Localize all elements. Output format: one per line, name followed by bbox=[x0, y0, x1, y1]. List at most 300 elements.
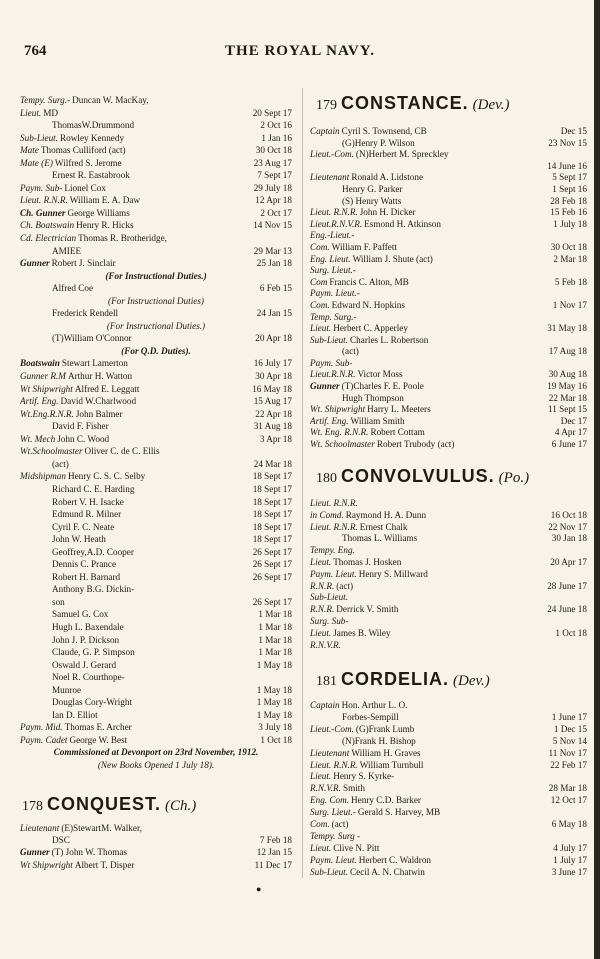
ship-heading-convolvulus bbox=[316, 466, 529, 487]
rank-label: Wt. Schoolmaster bbox=[310, 439, 375, 450]
ship-heading-cordelia bbox=[316, 669, 490, 690]
seniority-date: 1 Mar 18 bbox=[258, 647, 292, 658]
rank-label: Gunner R.M bbox=[20, 371, 66, 382]
section-note: (For Instructional Duties.) bbox=[105, 270, 207, 281]
rank-label: Temp. Surg.- bbox=[310, 311, 357, 322]
officer-name: Ian D. Elliot bbox=[52, 709, 98, 720]
officer-name: Edmund R. Milner bbox=[52, 509, 122, 520]
officer-entry bbox=[20, 646, 292, 659]
officer-entry bbox=[20, 282, 292, 295]
seniority-date: 16 Oct 18 bbox=[550, 509, 587, 520]
officer-entry bbox=[310, 149, 587, 161]
officer-name: Alfred Coe bbox=[52, 283, 94, 294]
seniority-date: 1 Dec 15 bbox=[553, 723, 587, 734]
seniority-date: 20 Apr 18 bbox=[255, 333, 292, 344]
officer-name: (N)Herbert M. Spreckley bbox=[355, 149, 449, 160]
officer-name: William H. Graves bbox=[351, 747, 421, 758]
officer-entry bbox=[310, 196, 587, 208]
conquest-officers bbox=[20, 822, 292, 871]
officer-name: Herbert C. Waldron bbox=[358, 854, 432, 865]
officer-name: (S) Henry Watts bbox=[342, 195, 402, 206]
officer-name bbox=[356, 265, 584, 277]
rank-label: Ch. Boatswain bbox=[20, 220, 75, 231]
officer-entry bbox=[310, 381, 587, 393]
officer-entry bbox=[20, 144, 292, 157]
seniority-date bbox=[289, 822, 292, 834]
officer-entry bbox=[20, 583, 292, 596]
officer-name: (G)Henry P. Wilson bbox=[342, 137, 415, 148]
rank-label: Gunner bbox=[310, 381, 340, 392]
officer-entry bbox=[310, 569, 587, 581]
rank-label: Lieut. bbox=[310, 627, 332, 638]
officer-name bbox=[340, 161, 544, 173]
officer-entry bbox=[20, 182, 292, 195]
officer-entry bbox=[310, 581, 587, 593]
seniority-date bbox=[289, 671, 292, 684]
officer-entry bbox=[20, 194, 292, 207]
officer-name: James B. Wiley bbox=[333, 627, 391, 638]
officer-entry bbox=[310, 323, 587, 335]
ship-number: 178 bbox=[22, 799, 43, 814]
rank-label: Eng. Com. bbox=[310, 795, 350, 806]
rank-label: Lieut.-Com. bbox=[310, 149, 354, 160]
seniority-date: 4 July 17 bbox=[553, 842, 587, 853]
rank-label: Lieut. bbox=[310, 842, 332, 853]
seniority-date: 1 Mar 18 bbox=[258, 621, 292, 632]
seniority-date: 1 Oct 18 bbox=[260, 734, 292, 745]
seniority-date: 1 Nov 17 bbox=[552, 299, 587, 310]
officer-entry bbox=[310, 277, 587, 289]
seniority-date bbox=[584, 569, 587, 581]
constance-officers bbox=[310, 126, 587, 451]
ship-number: 179 bbox=[316, 98, 337, 113]
seniority-date: 18 Sept 17 bbox=[252, 521, 292, 532]
rank-label: Gunner bbox=[20, 258, 50, 269]
seniority-date bbox=[584, 358, 587, 370]
officer-name: Frederick Rendell bbox=[52, 308, 119, 319]
officer-name: AMIEE bbox=[52, 245, 82, 256]
running-title: THE ROYAL NAVY. bbox=[225, 43, 375, 59]
officer-entry bbox=[20, 571, 292, 584]
seniority-date: 1 May 18 bbox=[256, 697, 292, 708]
seniority-date: 24 Jan 15 bbox=[256, 308, 292, 319]
officer-entry bbox=[310, 335, 587, 347]
seniority-date bbox=[289, 94, 292, 107]
seniority-date bbox=[584, 498, 587, 510]
officer-entry bbox=[20, 383, 292, 396]
rank-label: Artif. Eng. bbox=[20, 396, 59, 407]
officer-entry bbox=[310, 184, 587, 196]
officer-name: Ernest R. Eastabrook bbox=[52, 170, 130, 181]
seniority-date: 23 Aug 17 bbox=[253, 157, 292, 168]
officer-name: son bbox=[52, 596, 65, 607]
officer-entry bbox=[310, 138, 587, 150]
officer-entry bbox=[310, 545, 587, 557]
officer-entry bbox=[310, 404, 587, 416]
officer-name bbox=[358, 498, 584, 510]
officer-name: Smith bbox=[342, 783, 365, 794]
seniority-date: 29 Mar 13 bbox=[253, 245, 292, 256]
officer-entry bbox=[20, 634, 292, 647]
seniority-date: 26 Sept 17 bbox=[252, 559, 292, 570]
seniority-date: 22 Apr 18 bbox=[255, 408, 292, 419]
seniority-date: 15 Feb 16 bbox=[550, 207, 587, 218]
officer-entry bbox=[20, 496, 292, 509]
rank-label: Lieut.-Com. bbox=[310, 723, 354, 734]
seniority-date bbox=[584, 807, 587, 819]
officer-entry bbox=[20, 608, 292, 621]
officer-name: Samuel G. Cox bbox=[52, 609, 109, 620]
officer-name: Henry S. Millward bbox=[358, 568, 428, 579]
officer-name: Cyril S. Townsend, CB bbox=[341, 126, 427, 136]
officer-name: William Turnbull bbox=[359, 759, 424, 770]
rank-label: Lieutenant bbox=[20, 823, 60, 833]
rank-label: Surg. Sub- bbox=[310, 615, 349, 626]
seniority-date: 4 Apr 17 bbox=[554, 427, 587, 438]
seniority-date bbox=[584, 335, 587, 347]
rank-label: Paym. Cadet bbox=[20, 734, 68, 745]
officer-name: Esmond H. Atkinson bbox=[364, 218, 441, 229]
officer-entry bbox=[20, 94, 292, 107]
officer-entry bbox=[310, 439, 587, 451]
officer-name: Rowley Kennedy bbox=[60, 132, 125, 143]
rank-label: Sub-Lieut. bbox=[310, 866, 349, 877]
rank-label: Wt Shipwright bbox=[20, 383, 73, 394]
seniority-date: 26 Sept 17 bbox=[252, 596, 292, 607]
officer-entry bbox=[20, 596, 292, 609]
seniority-date bbox=[584, 312, 587, 324]
officer-entry bbox=[310, 207, 587, 219]
officer-name: (act) bbox=[336, 580, 354, 591]
seniority-date: 17 Aug 18 bbox=[548, 346, 587, 357]
officer-name: Thomas Culliford (act) bbox=[40, 145, 126, 156]
officer-name: Francis C. Alton, MB bbox=[329, 276, 409, 287]
seniority-date: 26 Sept 17 bbox=[252, 546, 292, 557]
officer-entry bbox=[20, 132, 292, 145]
officer-entry bbox=[310, 533, 587, 545]
rank-label: Sub-Lieut. bbox=[310, 592, 349, 603]
ship-heading-constance bbox=[316, 93, 509, 114]
rank-label: R.N.R. bbox=[310, 604, 335, 615]
officer-name: John H. Dicker bbox=[359, 207, 416, 218]
officer-entry bbox=[310, 510, 587, 522]
officer-entry bbox=[20, 169, 292, 182]
seniority-date: 30 Oct 18 bbox=[255, 145, 292, 156]
officer-name: Cecil A. N. Chatwin bbox=[350, 866, 425, 877]
rank-label: Surg. Lieut.- bbox=[310, 265, 356, 276]
seniority-date: Dec 15 bbox=[560, 126, 587, 136]
officer-name: Oswald J. Gerard bbox=[52, 659, 117, 670]
officer-entry bbox=[20, 232, 292, 245]
seniority-date: 18 Sept 17 bbox=[252, 534, 292, 545]
rank-label: Boatswain bbox=[20, 358, 60, 369]
seniority-date: 7 Feb 18 bbox=[259, 835, 292, 846]
seniority-date: 23 Nov 15 bbox=[548, 137, 587, 148]
officer-name: Clive N. Pitt bbox=[333, 842, 380, 853]
rank-label: Lieut. bbox=[20, 107, 42, 118]
officer-name: Alfred E. Leggatt bbox=[74, 383, 140, 394]
officer-name: (T)William O'Connor bbox=[52, 333, 132, 344]
ship-name: CONQUEST. bbox=[47, 794, 162, 814]
seniority-date: 11 Nov 17 bbox=[548, 747, 587, 758]
rank-label: Gunner bbox=[20, 847, 50, 858]
rank-label: Wt.Schoolmaster bbox=[20, 446, 83, 457]
ship-class: (Dev.) bbox=[453, 673, 490, 689]
officer-name: Herbert C. Apperley bbox=[333, 323, 408, 334]
officer-entry bbox=[310, 771, 587, 783]
section-note: (For Instructional Duties.) bbox=[106, 320, 206, 331]
officer-name: Munroe bbox=[52, 684, 82, 695]
seniority-date bbox=[584, 288, 587, 300]
seniority-date: 7 Sept 17 bbox=[257, 170, 292, 181]
seniority-date: 18 Sept 17 bbox=[252, 483, 292, 494]
rank-label: Mate bbox=[20, 145, 39, 156]
rank-label: Sub-Lieut. bbox=[310, 334, 349, 345]
rank-label: Lieutenant bbox=[310, 172, 350, 183]
seniority-date: 18 Sept 17 bbox=[252, 496, 292, 507]
officer-name: Hugh L. Baxendale bbox=[52, 621, 124, 632]
officer-name: George W. Best bbox=[69, 734, 128, 745]
officer-entry bbox=[310, 300, 587, 312]
officer-entry bbox=[20, 370, 292, 383]
officer-name: (act) bbox=[331, 819, 349, 830]
officer-name: John J. P. Dickson bbox=[52, 634, 120, 645]
officer-entry bbox=[310, 819, 587, 831]
officer-name: Ronald A. Lidstone bbox=[351, 172, 424, 183]
seniority-date: 11 Sept 15 bbox=[548, 404, 587, 415]
seniority-date: 2 Oct 17 bbox=[260, 207, 292, 218]
rank-label: Ch. Gunner bbox=[20, 207, 66, 218]
officer-entry bbox=[20, 659, 292, 672]
officer-name: Edward N. Hopkins bbox=[331, 299, 405, 310]
officer-name: Duncan W. MacKay, bbox=[72, 95, 149, 105]
officer-entry bbox=[310, 126, 587, 138]
rank-label: Wt. Mech bbox=[20, 433, 56, 444]
rank-label: Wt Shipwright bbox=[20, 859, 73, 870]
rank-label: Mate (E) bbox=[20, 157, 53, 168]
officer-entry bbox=[310, 219, 587, 231]
rank-label: Paym. Lieut. bbox=[310, 568, 357, 579]
officer-entry bbox=[20, 395, 292, 408]
seniority-date: 16 May 18 bbox=[252, 383, 292, 394]
officer-entry bbox=[20, 408, 292, 421]
seniority-date: 26 Sept 17 bbox=[252, 571, 292, 582]
seniority-date: 5 Feb 18 bbox=[554, 276, 587, 287]
cordelia-officers bbox=[310, 700, 587, 879]
officer-name: (E)StewartM. Walker, bbox=[61, 823, 142, 833]
officer-name: Forbes-Sempill bbox=[342, 711, 399, 722]
officer-entry bbox=[310, 172, 587, 184]
rank-label: Lieut.R.N.R. bbox=[310, 369, 356, 380]
seniority-date: 30 Apr 18 bbox=[255, 371, 292, 382]
rank-label: Lieut.R.N.V.R. bbox=[310, 218, 363, 229]
officer-entry bbox=[20, 483, 292, 496]
seniority-date: 1 Sept 16 bbox=[552, 183, 587, 194]
rank-label: R.N.V.R. bbox=[310, 639, 341, 650]
rank-label: Eng.-Lieut.- bbox=[310, 230, 355, 241]
seniority-date bbox=[584, 831, 587, 843]
officer-name: ThomasW.Drummond bbox=[52, 120, 135, 131]
seniority-date: 28 Feb 18 bbox=[550, 195, 587, 206]
officer-name bbox=[348, 592, 584, 604]
officer-name: Ernest Chalk bbox=[359, 521, 408, 532]
seniority-date: 11 Dec 17 bbox=[254, 859, 292, 870]
officer-name: Thomas R. Brotheridge, bbox=[78, 233, 167, 244]
officer-name: Thomas J. Hosken bbox=[333, 556, 402, 567]
ship-name: CONVOLVULUS. bbox=[341, 466, 495, 486]
rank-label: Wt. Shipwright bbox=[310, 404, 366, 415]
seniority-date: 2 Oct 16 bbox=[260, 120, 292, 131]
officer-name: William J. Shute (act) bbox=[352, 253, 433, 264]
rank-label: R.N.R. bbox=[310, 580, 335, 591]
seniority-date: 1 Mar 18 bbox=[258, 634, 292, 645]
seniority-date: 28 June 17 bbox=[547, 580, 587, 591]
seniority-date bbox=[289, 445, 292, 458]
rank-label: Artif. Eng. bbox=[310, 415, 349, 426]
officer-name: Harry L. Meeters bbox=[367, 404, 431, 415]
officer-entry bbox=[310, 843, 587, 855]
officer-name: (G)Frank Lumb bbox=[355, 723, 415, 734]
rank-label: Tempy. Surg - bbox=[310, 830, 361, 841]
rank-label: Wt. Eng. R.N.R. bbox=[310, 427, 369, 438]
rank-label: Cd. Electrician bbox=[20, 233, 77, 244]
seniority-date: 22 Feb 17 bbox=[550, 759, 587, 770]
officer-name bbox=[341, 640, 584, 652]
officer-name: Arthur H. Watton bbox=[67, 371, 133, 382]
officer-name: William E. A. Daw bbox=[69, 195, 141, 206]
seniority-date: 22 Mar 18 bbox=[548, 392, 587, 403]
officer-entry bbox=[20, 157, 292, 170]
seniority-date: 22 Nov 17 bbox=[548, 521, 587, 532]
section-note: (New Books Opened 1 July 18). bbox=[97, 759, 215, 770]
rank-label: Captain bbox=[310, 126, 340, 136]
officer-entry bbox=[20, 684, 292, 697]
rank-label: Surg. Lieut.- bbox=[310, 807, 356, 818]
ship-class: (Dev.) bbox=[472, 97, 510, 113]
officer-name: Henry S. Kyrke- bbox=[333, 771, 395, 782]
rank-label: in Comd. bbox=[310, 509, 344, 520]
seniority-date: 28 Mar 18 bbox=[548, 783, 587, 794]
officer-name bbox=[360, 831, 584, 843]
seniority-date: 1 July 18 bbox=[553, 218, 587, 229]
seniority-date: 5 Sept 17 bbox=[552, 172, 587, 183]
page-edge bbox=[594, 0, 600, 959]
rank-label: Captain bbox=[310, 700, 340, 710]
seniority-date: 14 June 16 bbox=[547, 160, 587, 171]
officer-entry bbox=[310, 640, 587, 652]
officer-name: John C. Wood bbox=[57, 433, 110, 444]
officer-entry bbox=[310, 346, 587, 358]
officer-entry bbox=[310, 393, 587, 405]
officer-entry bbox=[310, 616, 587, 628]
officer-name bbox=[352, 358, 584, 370]
officer-name: Noel R. Courthope- bbox=[52, 672, 125, 683]
officer-entry bbox=[310, 783, 587, 795]
seniority-date: 1 Mar 18 bbox=[258, 609, 292, 620]
officer-name: William Smith bbox=[350, 415, 405, 426]
seniority-date: 1 Jan 16 bbox=[261, 132, 292, 143]
ship-heading-conquest bbox=[22, 794, 196, 815]
seniority-date bbox=[584, 265, 587, 277]
seniority-date: 1 July 17 bbox=[553, 854, 587, 865]
seniority-date bbox=[584, 592, 587, 604]
officer-name: Gerald S. Harvey, MB bbox=[357, 807, 441, 818]
seniority-date: 3 July 18 bbox=[258, 722, 292, 733]
seniority-date: 24 Mar 18 bbox=[253, 458, 292, 469]
ship-number: 180 bbox=[316, 471, 337, 486]
officer-entry bbox=[20, 558, 292, 571]
seniority-date: 1 May 18 bbox=[256, 659, 292, 670]
officer-entry bbox=[20, 219, 292, 232]
officer-name: Lionel Cox bbox=[64, 182, 106, 193]
rank-label: Lieut. R.N.R. bbox=[310, 521, 358, 532]
seniority-date: 6 May 18 bbox=[551, 819, 587, 830]
officer-name: Cyril F. C. Neate bbox=[52, 521, 115, 532]
officer-name: Robert Trubody (act) bbox=[376, 439, 455, 450]
section-note: (For Instructional Duties) bbox=[108, 295, 204, 306]
officer-name: Oliver C. de C. Ellis bbox=[84, 446, 160, 457]
officer-name: Victor Moss bbox=[357, 369, 403, 380]
seniority-date: 30 Jan 18 bbox=[551, 533, 587, 544]
officer-entry bbox=[20, 533, 292, 546]
rank-label: Com. bbox=[310, 241, 330, 252]
rank-label: Lieut. R.N.R. bbox=[310, 207, 358, 218]
rank-label: Lieut. bbox=[310, 556, 332, 567]
officer-entry bbox=[20, 734, 292, 747]
seniority-date: 1 May 18 bbox=[256, 709, 292, 720]
officer-entry bbox=[20, 245, 292, 258]
officer-name: Charles L. Robertson bbox=[350, 334, 429, 345]
seniority-date: 12 Apr 18 bbox=[255, 195, 292, 206]
seniority-date: 24 June 18 bbox=[547, 604, 587, 615]
officer-entry bbox=[20, 859, 292, 871]
officer-entry bbox=[20, 257, 292, 270]
bullet-mark: ● bbox=[256, 884, 262, 894]
officer-name: Stewart Lamerton bbox=[61, 358, 128, 369]
rank-label: Com. bbox=[310, 299, 330, 310]
officer-entry bbox=[20, 470, 292, 483]
rank-label: Com bbox=[310, 276, 328, 287]
officer-name bbox=[357, 312, 584, 324]
officer-entry bbox=[20, 357, 292, 370]
section-note: (For Q.D. Duties). bbox=[121, 345, 191, 356]
officer-name: Robert V. H. Isacke bbox=[52, 496, 124, 507]
officer-name: Robert H. Barnard bbox=[52, 571, 121, 582]
officer-name: Albert T. Disper bbox=[74, 859, 135, 870]
officer-entry bbox=[20, 207, 292, 220]
seniority-date: 20 Apr 17 bbox=[550, 556, 587, 567]
officer-name: Thomas L. Williams bbox=[342, 533, 418, 544]
seniority-date: 15 Aug 17 bbox=[253, 396, 292, 407]
officer-entry bbox=[20, 846, 292, 858]
seniority-date: 2 Mar 18 bbox=[553, 253, 587, 264]
seniority-date bbox=[584, 616, 587, 628]
officer-name bbox=[348, 616, 584, 628]
seniority-date: 14 Nov 15 bbox=[253, 220, 292, 231]
officer-name: (act) bbox=[342, 346, 359, 357]
officer-name: Richard C. E. Harding bbox=[52, 483, 135, 494]
officer-name: Derrick V. Smith bbox=[336, 604, 399, 615]
officer-entry bbox=[20, 521, 292, 534]
ship-name: CORDELIA. bbox=[341, 669, 449, 689]
seniority-date: 16 July 17 bbox=[253, 358, 292, 369]
officer-name: Robert J. Sinclair bbox=[51, 258, 116, 269]
rank-label: Lieut. bbox=[310, 771, 332, 782]
officer-name: Henry C. S. C. Selby bbox=[67, 471, 146, 482]
rank-label: Paym. Mid. bbox=[20, 722, 63, 733]
seniority-date bbox=[584, 545, 587, 557]
seniority-date: 29 July 18 bbox=[253, 182, 292, 193]
